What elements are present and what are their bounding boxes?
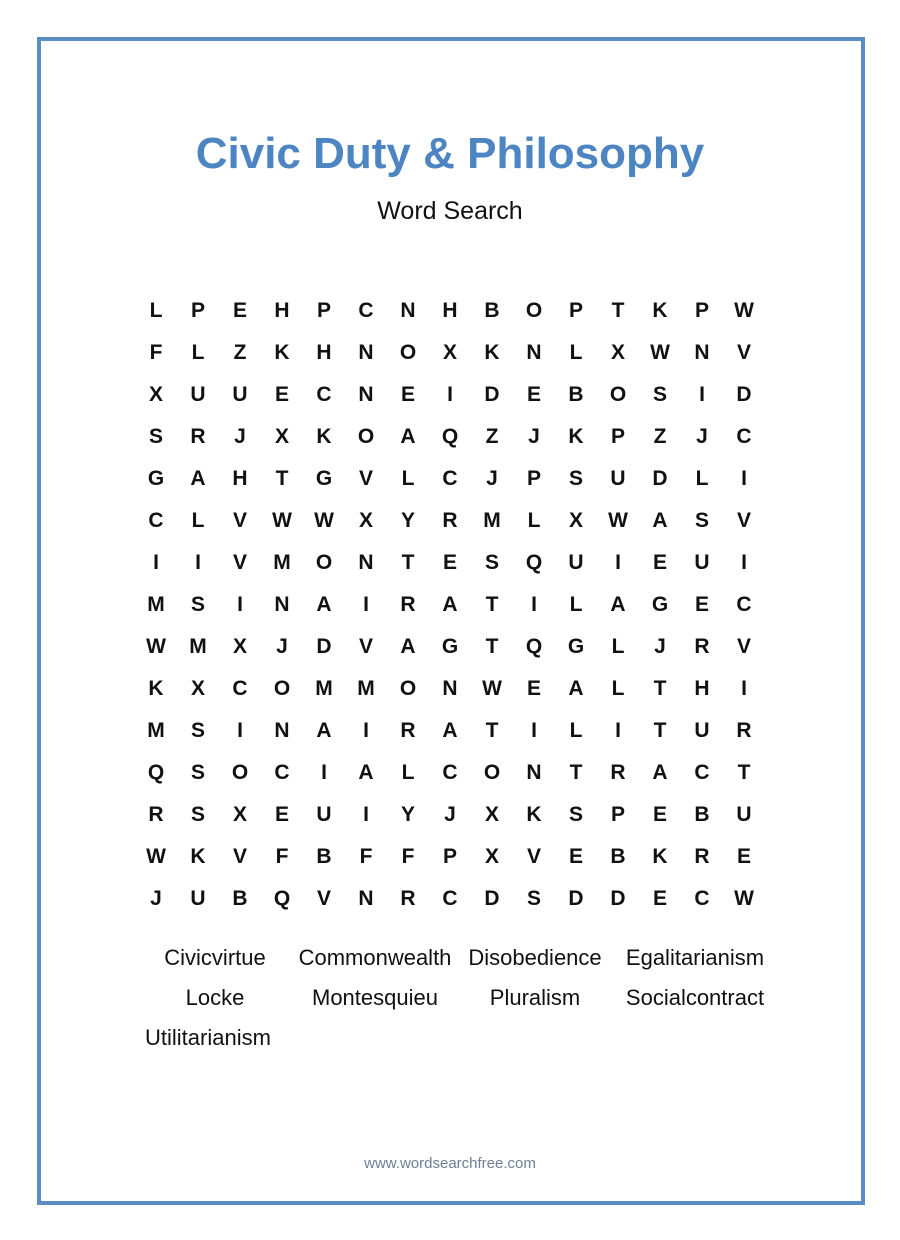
grid-cell: T [569,761,583,784]
grid-cell: Z [485,425,499,448]
grid-cell: P [190,299,205,322]
grid-cell: S [190,803,205,826]
grid-cell: M [147,593,165,616]
grid-cell: Q [273,887,291,910]
grid-cell: V [358,467,373,490]
grid-cell: I [741,551,747,574]
grid-cell: V [232,845,247,868]
grid-cell: B [316,845,332,868]
grid-cell: S [148,425,163,448]
grid-cell: G [315,467,333,490]
grid-cell: O [483,761,501,784]
grid-cell: C [232,677,248,700]
word-list [135,945,775,1051]
grid-cell: Z [653,425,667,448]
grid-cell: A [652,509,668,532]
grid-cell: R [148,803,164,826]
grid-cell: X [232,635,247,658]
grid-cell: R [400,593,416,616]
grid-cell: B [568,383,584,406]
grid-cell: T [485,719,499,742]
grid-cell: I [363,719,369,742]
grid-cell: V [736,341,751,364]
grid-cell: E [526,383,541,406]
grid-cell: L [149,299,163,322]
grid-cell: P [442,845,457,868]
grid-cell: J [150,887,162,910]
grid-cell: L [611,635,625,658]
grid-cell: D [484,383,500,406]
grid-cell: D [316,635,332,658]
grid-cell: A [652,761,668,784]
grid-cell: I [615,719,621,742]
grid-cell: X [610,341,625,364]
grid-cell: N [358,341,374,364]
grid-cell: I [615,551,621,574]
grid-cell: L [695,467,709,490]
grid-cell: R [442,509,458,532]
grid-cell: V [526,845,541,868]
grid-cell: P [694,299,709,322]
page-title: Civic Duty & Philosophy [195,129,705,178]
grid-cell: L [569,341,583,364]
grid-cell: F [401,845,415,868]
grid-cell: A [190,467,206,490]
grid-cell: W [650,341,670,364]
grid-cell: U [610,467,626,490]
grid-cell: S [484,551,499,574]
grid-cell: C [274,761,290,784]
grid-cell: E [568,845,583,868]
grid-cell: A [610,593,626,616]
grid-cell: J [696,425,708,448]
grid-cell: C [736,593,752,616]
grid-cell: S [190,761,205,784]
grid-cell: E [694,593,709,616]
grid-cell: O [273,677,291,700]
grid-cell: I [363,593,369,616]
grid-cell: M [147,719,165,742]
grid-row [135,836,765,878]
grid-cell: E [274,383,289,406]
grid-cell: W [734,299,754,322]
grid-cell: E [442,551,457,574]
grid-cell: N [274,593,290,616]
grid-cell: S [526,887,541,910]
grid-cell: Y [400,509,415,532]
grid-cell: U [316,803,332,826]
grid-cell: D [484,887,500,910]
grid-cell: K [190,845,206,868]
word-item: Montesquieu [312,985,438,1010]
grid-cell: S [190,719,205,742]
grid-cell: K [652,845,668,868]
grid-cell: K [526,803,542,826]
grid-cell: N [694,341,710,364]
grid-cell: V [358,635,373,658]
grid-cell: Q [525,551,543,574]
grid-cell: X [358,509,373,532]
grid-cell: I [699,383,705,406]
grid-cell: I [237,719,243,742]
grid-cell: H [232,467,248,490]
grid-cell: T [611,299,625,322]
grid-cell: X [484,845,499,868]
grid-cell: B [610,845,626,868]
grid-cell: W [734,887,754,910]
grid-cell: E [652,803,667,826]
grid-cell: Z [233,341,247,364]
grid-cell: X [148,383,163,406]
grid-row [135,500,765,542]
grid-cell: O [315,551,333,574]
grid-cell: T [737,761,751,784]
grid-cell: R [610,761,626,784]
grid-cell: H [274,299,290,322]
grid-cell: V [232,509,247,532]
grid-cell: T [485,635,499,658]
grid-row [135,290,765,332]
grid-cell: A [316,593,332,616]
grid-cell: V [736,509,751,532]
grid-cell: N [358,383,374,406]
grid-row [135,584,765,626]
grid-cell: L [191,341,205,364]
word-item: Disobedience [468,945,602,970]
grid-cell: Q [147,761,165,784]
word-item: Civicvirtue [164,945,266,970]
grid-cell: P [610,425,625,448]
footer-url[interactable]: www.wordsearchfree.com [364,1155,536,1172]
grid-cell: A [568,677,584,700]
grid-cell: X [274,425,289,448]
grid-cell: N [526,341,542,364]
grid-cell: I [531,719,537,742]
grid-cell: G [567,635,585,658]
grid-cell: R [694,845,710,868]
grid-cell: O [525,299,543,322]
grid-cell: K [316,425,332,448]
grid-cell: N [358,887,374,910]
grid-cell: E [526,677,541,700]
grid-cell: J [528,425,540,448]
grid-cell: G [441,635,459,658]
grid-cell: D [736,383,752,406]
grid-cell: B [232,887,248,910]
grid-cell: A [400,635,416,658]
grid-cell: K [484,341,500,364]
grid-cell: X [442,341,457,364]
grid-cell: V [316,887,331,910]
grid-cell: X [484,803,499,826]
grid-cell: J [654,635,666,658]
page-subtitle: Word Search [377,197,523,225]
grid-cell: G [147,467,165,490]
grid-cell: R [400,887,416,910]
grid-cell: X [232,803,247,826]
grid-cell: E [400,383,415,406]
grid-cell: T [653,677,667,700]
grid-cell: U [568,551,584,574]
grid-cell: H [316,341,332,364]
grid-cell: G [651,593,669,616]
grid-cell: S [190,593,205,616]
grid-cell: S [694,509,709,532]
grid-cell: P [316,299,331,322]
grid-cell: C [694,761,710,784]
grid-cell: K [274,341,290,364]
grid-cell: J [486,467,498,490]
grid-cell: P [526,467,541,490]
grid-cell: I [741,467,747,490]
grid-row [135,374,765,416]
word-item: Egalitarianism [625,945,765,970]
grid-cell: E [274,803,289,826]
grid-cell: H [694,677,710,700]
grid-cell: O [357,425,375,448]
grid-cell: R [694,635,710,658]
grid-row [135,542,765,584]
grid-cell: N [274,719,290,742]
grid-cell: D [568,887,584,910]
grid-cell: V [736,635,751,658]
grid-cell: I [321,761,327,784]
grid-cell: U [694,551,710,574]
grid-cell: E [736,845,751,868]
grid-cell: M [189,635,207,658]
grid-row [135,458,765,500]
grid-cell: K [568,425,584,448]
grid-cell: L [401,761,415,784]
grid-cell: L [191,509,205,532]
grid-cell: O [399,677,417,700]
grid-cell: T [485,593,499,616]
grid-cell: D [652,467,668,490]
grid-cell: O [231,761,249,784]
grid-row [135,878,765,920]
grid-cell: C [316,383,332,406]
grid-cell: J [444,803,456,826]
grid-cell: K [652,299,668,322]
grid-cell: B [484,299,500,322]
grid-cell: C [442,761,458,784]
grid-cell: I [195,551,201,574]
grid-cell: U [232,383,248,406]
grid-cell: W [146,635,166,658]
grid-cell: C [358,299,374,322]
grid-cell: N [358,551,374,574]
grid-row [135,416,765,458]
grid-cell: E [652,551,667,574]
grid-cell: J [276,635,288,658]
grid-cell: F [149,341,163,364]
grid-cell: R [190,425,206,448]
grid-cell: N [400,299,416,322]
grid-cell: C [148,509,164,532]
grid-cell: F [359,845,373,868]
grid-cell: U [736,803,752,826]
grid-cell: P [610,803,625,826]
grid-cell: J [234,425,246,448]
grid-cell: A [400,425,416,448]
grid-cell: I [447,383,453,406]
grid-cell: P [568,299,583,322]
grid-cell: C [694,887,710,910]
grid-cell: S [652,383,667,406]
grid-cell: U [190,887,206,910]
grid-cell: A [358,761,374,784]
grid-cell: I [237,593,243,616]
grid-cell: A [316,719,332,742]
grid-cell: I [153,551,159,574]
grid-cell: M [273,551,291,574]
grid-row [135,668,765,710]
grid-cell: T [401,551,415,574]
grid-cell: A [442,593,458,616]
grid-cell: N [442,677,458,700]
grid-cell: S [568,467,583,490]
grid-row [135,626,765,668]
grid-cell: X [568,509,583,532]
grid-row [135,332,765,374]
grid-cell: H [442,299,458,322]
grid-cell: W [608,509,628,532]
grid-cell: K [148,677,164,700]
grid-cell: L [611,677,625,700]
grid-cell: R [400,719,416,742]
grid-cell: V [232,551,247,574]
grid-cell: C [442,887,458,910]
grid-cell: T [653,719,667,742]
grid-row [135,752,765,794]
grid-cell: W [272,509,292,532]
word-item: Locke [185,985,245,1010]
grid-cell: C [736,425,752,448]
grid-cell: O [399,341,417,364]
grid-cell: W [482,677,502,700]
grid-cell: L [401,467,415,490]
grid-cell: M [315,677,333,700]
grid-cell: M [357,677,375,700]
grid-cell: U [694,719,710,742]
grid-cell: L [569,593,583,616]
grid-cell: B [694,803,710,826]
grid-cell: M [483,509,501,532]
grid-cell: D [610,887,626,910]
grid-cell: T [275,467,289,490]
letter-grid [135,290,765,920]
grid-cell: L [527,509,541,532]
grid-cell: F [275,845,289,868]
grid-cell: E [652,887,667,910]
grid-cell: N [526,761,542,784]
word-item: Utilitarianism [145,1025,271,1050]
grid-row [135,710,765,752]
grid-cell: Y [400,803,415,826]
grid-cell: W [146,845,166,868]
grid-cell: Q [525,635,543,658]
grid-cell: S [568,803,583,826]
grid-cell: W [314,509,334,532]
grid-cell: A [442,719,458,742]
word-item: Pluralism [489,985,581,1010]
grid-cell: I [531,593,537,616]
word-item: Commonwealth [298,945,452,970]
grid-cell: R [736,719,752,742]
grid-cell: X [190,677,205,700]
grid-cell: E [232,299,247,322]
grid-cell: C [442,467,458,490]
grid-cell: O [609,383,627,406]
grid-cell: Q [441,425,459,448]
grid-cell: I [741,677,747,700]
grid-cell: L [569,719,583,742]
grid-cell: I [363,803,369,826]
grid-cell: U [190,383,206,406]
grid-row [135,794,765,836]
word-item: Socialcontract [625,985,765,1010]
